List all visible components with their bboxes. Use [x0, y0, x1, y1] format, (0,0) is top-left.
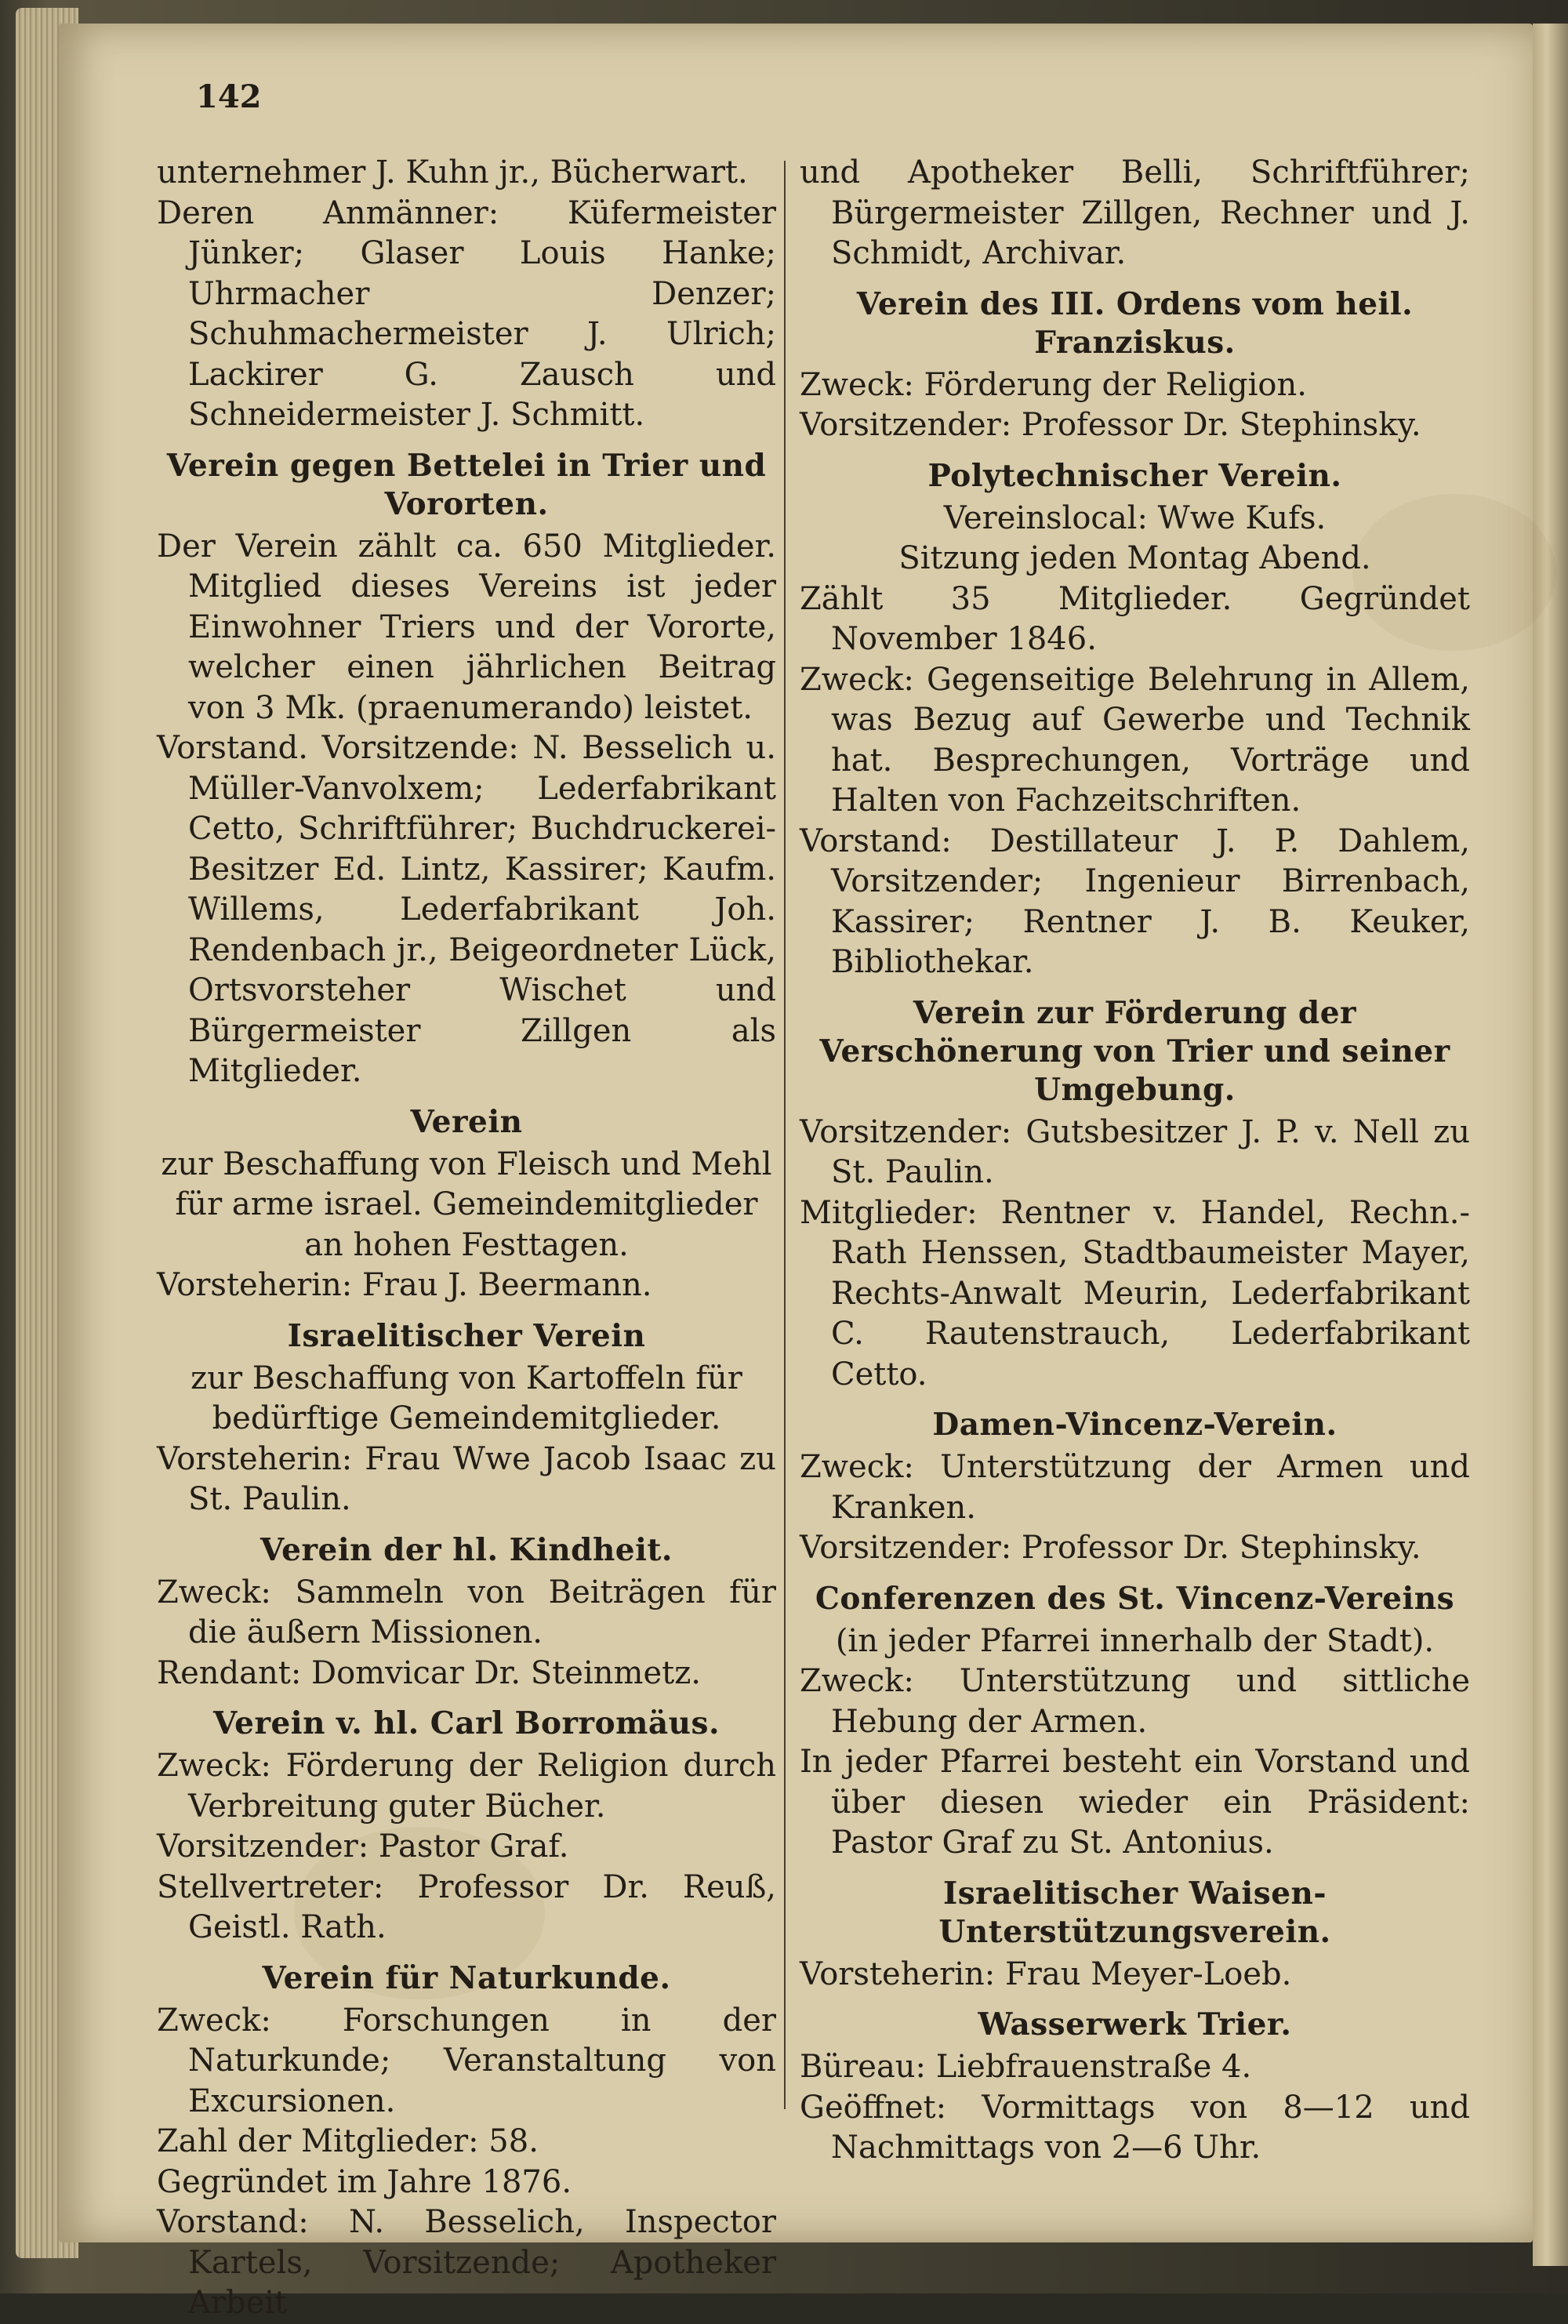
section-heading: Conferenzen des St. Vincenz-Vereins — [815, 1580, 1455, 1617]
facing-page-edge — [1533, 24, 1568, 2266]
section-heading: Verein der hl. Kindheit. — [260, 1531, 673, 1568]
entry-text: Vorstand. Vorsitzende: N. Besselich u. Müller-Vanvolxem; Lederfabrikant Cetto, Schriftführer; Buchdruckerei-Besitzer Ed. Lintz, Kassirer; Kaufm. Willems, Lederfabrikant Joh. Rendenbach jr., Beigeordneter Lück, Ortsvorsteher Wischet und Bürgermeister Zillgen als Mitglieder. — [157, 730, 776, 1089]
entry-text: Vorstand: Destillateur J. P. Dahlem, Vorsitzender; Ingenieur Birrenbach, Kassirer; Rentner J. B. Keuker, Bibliothekar. — [800, 822, 1470, 980]
entry-text: Zahl der Mitglieder: 58. — [157, 2123, 539, 2159]
entry-text: unternehmer J. Kuhn jr., Bücherwart. — [157, 154, 748, 191]
entry-text: Zweck: Förderung der Religion durch Verbreitung guter Bücher. — [157, 1748, 776, 1825]
entry-text: Zweck: Förderung der Religion. — [800, 366, 1307, 403]
entry-text: Zweck: Gegenseitige Belehrung in Allem, was Bezug auf Gewerbe und Technik hat. Besprechungen, Vorträge und Halten von Fachzeitschriften. — [800, 661, 1470, 819]
entry-text: Vorsteherin: Frau Wwe Jacob Isaac zu St. Paulin. — [157, 1440, 776, 1517]
entry-text: Deren Anmänner: Küfermeister Jünker; Glaser Louis Hanke; Uhrmacher Denzer; Schuhmachermeister J. Ulrich; Lackirer G. Zausch und Schneidermeister J. Schmitt. — [157, 194, 776, 433]
entry-text: Gegründet im Jahre 1876. — [157, 2163, 572, 2200]
column-divider — [784, 161, 786, 2109]
section-subtitle: Sitzung jeden Montag Abend. — [898, 540, 1371, 576]
entry-text: Zweck: Unterstützung und sittliche Hebung der Armen. — [800, 1663, 1470, 1740]
entry-text: Vorsitzender: Professor Dr. Stephinsky. — [800, 1530, 1421, 1566]
section-subtitle: zur Beschaffung von Fleisch und Mehl für arme israel. Gemeindemitglieder an hohen Festtagen. — [161, 1146, 772, 1263]
section-subtitle: zur Beschaffung von Kartoffeln für bedürftige Gemeindemitglieder. — [191, 1360, 742, 1436]
left-column — [157, 153, 776, 2324]
section-heading: Verein gegen Bettelei in Trier und Vororten. — [166, 447, 767, 522]
section-subtitle: (in jeder Pfarrei innerhalb der Stadt). — [835, 1622, 1435, 1659]
page-number: 142 — [196, 78, 262, 115]
entry-text: Geöffnet: Vormittags von 8—12 und Nachmittags von 2—6 Uhr. — [800, 2089, 1470, 2166]
section-heading: Verein — [410, 1103, 523, 1140]
entry-text: Stellvertreter: Professor Dr. Reuß, Geistl. Rath. — [157, 1868, 776, 1945]
section-heading: Israelitischer Verein — [287, 1317, 646, 1354]
entry-text: Zweck: Unterstützung der Armen und Kranken. — [800, 1449, 1470, 1526]
entry-text: Mitglieder: Rentner v. Handel, Rechn.-Rath Henssen, Stadtbaumeister Mayer, Rechts-Anwalt Meurin, Lederfabrikant C. Rautenstrauch, Lederfabrikant Cetto. — [800, 1194, 1470, 1393]
entry-text: Vorstand: N. Besselich, Inspector Kartels, Vorsitzende; Apotheker Arbeit — [157, 2204, 776, 2321]
entry-text: Zählt 35 Mitglieder. Gegründet November 1846. — [800, 580, 1470, 657]
entry-text: Vorsteherin: Frau J. Beermann. — [157, 1267, 652, 1303]
entry-text: Zweck: Forschungen in der Naturkunde; Veranstaltung von Excursionen. — [157, 2002, 776, 2119]
right-column — [800, 153, 1470, 2169]
entry-text: Vorsitzender: Gutsbesitzer J. P. v. Nell zu St. Paulin. — [800, 1113, 1470, 1190]
section-heading: Wasserwerk Trier. — [978, 2006, 1292, 2043]
section-heading: Verein für Naturkunde. — [262, 1959, 671, 1996]
entry-text: und Apotheker Belli, Schriftführer; Bürgermeister Zillgen, Rechner und J. Schmidt, Archivar. — [800, 154, 1470, 271]
entry-text: Büreau: Liebfrauenstraße 4. — [800, 2049, 1252, 2085]
section-heading: Damen-Vincenz-Verein. — [932, 1407, 1338, 1443]
section-heading: Verein zur Förderung der Verschönerung von Trier und seiner Umgebung. — [819, 994, 1450, 1108]
entry-text: Rendant: Domvicar Dr. Steinmetz. — [157, 1654, 701, 1691]
entry-text: Vorsitzender: Professor Dr. Stephinsky. — [800, 407, 1421, 443]
section-heading: Israelitischer Waisen-Unterstützungsverein. — [938, 1875, 1331, 1950]
section-heading: Verein des III. Ordens vom heil. Franziskus. — [856, 285, 1414, 361]
entry-text: In jeder Pfarrei besteht ein Vorstand und über diesen wieder ein Präsident: Pastor Graf zu St. Antonius. — [800, 1744, 1470, 1861]
entry-text: Vorsteherin: Frau Meyer-Loeb. — [800, 1955, 1292, 1992]
entry-text: Vorsitzender: Pastor Graf. — [157, 1828, 569, 1865]
section-subtitle: Vereinslocal: Wwe Kufs. — [943, 499, 1327, 536]
entry-text: Der Verein zählt ca. 650 Mitglieder. Mitglied dieses Vereins ist jeder Einwohner Triers und der Vororte, welcher einen jährlichen Beitrag von 3 Mk. (praenumerando) leistet. — [157, 528, 776, 726]
entry-text: Zweck: Sammeln von Beiträgen für die äußern Missionen. — [157, 1574, 776, 1650]
section-heading: Polytechnischer Verein. — [927, 457, 1342, 494]
section-heading: Verein v. hl. Carl Borromäus. — [212, 1705, 720, 1741]
